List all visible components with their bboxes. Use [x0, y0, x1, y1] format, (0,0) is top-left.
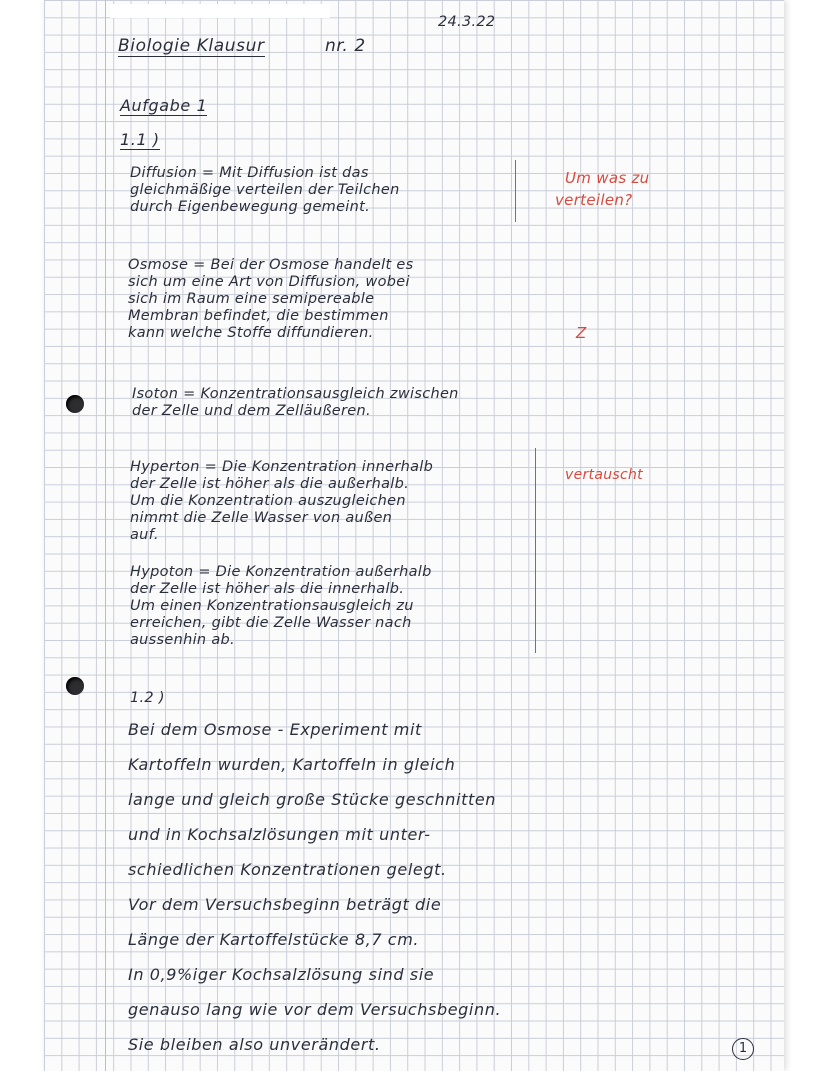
exam-date: 24.3.22 [438, 14, 496, 30]
punch-hole-top [66, 395, 84, 413]
punch-hole-bottom [66, 677, 84, 695]
task-heading: Aufgabe 1 [120, 96, 208, 115]
exam-number: nr. 2 [325, 36, 366, 56]
correction-note-1a: Um was zu [565, 169, 650, 187]
subtask-1-2: 1.2 ) [130, 690, 165, 706]
subtask-1-1: 1.1 ) [120, 130, 160, 149]
margin-line [105, 0, 106, 1071]
correction-note-1b: verteilen? [555, 191, 633, 209]
correction-bracket-1 [515, 160, 516, 222]
correction-bracket-2 [535, 448, 536, 653]
correction-note-2: Z [576, 324, 587, 342]
exam-title: Biologie Klausur [118, 36, 265, 56]
redaction-bar [110, 4, 330, 18]
page-number: 1 [732, 1038, 754, 1060]
correction-note-3: vertauscht [565, 467, 643, 483]
